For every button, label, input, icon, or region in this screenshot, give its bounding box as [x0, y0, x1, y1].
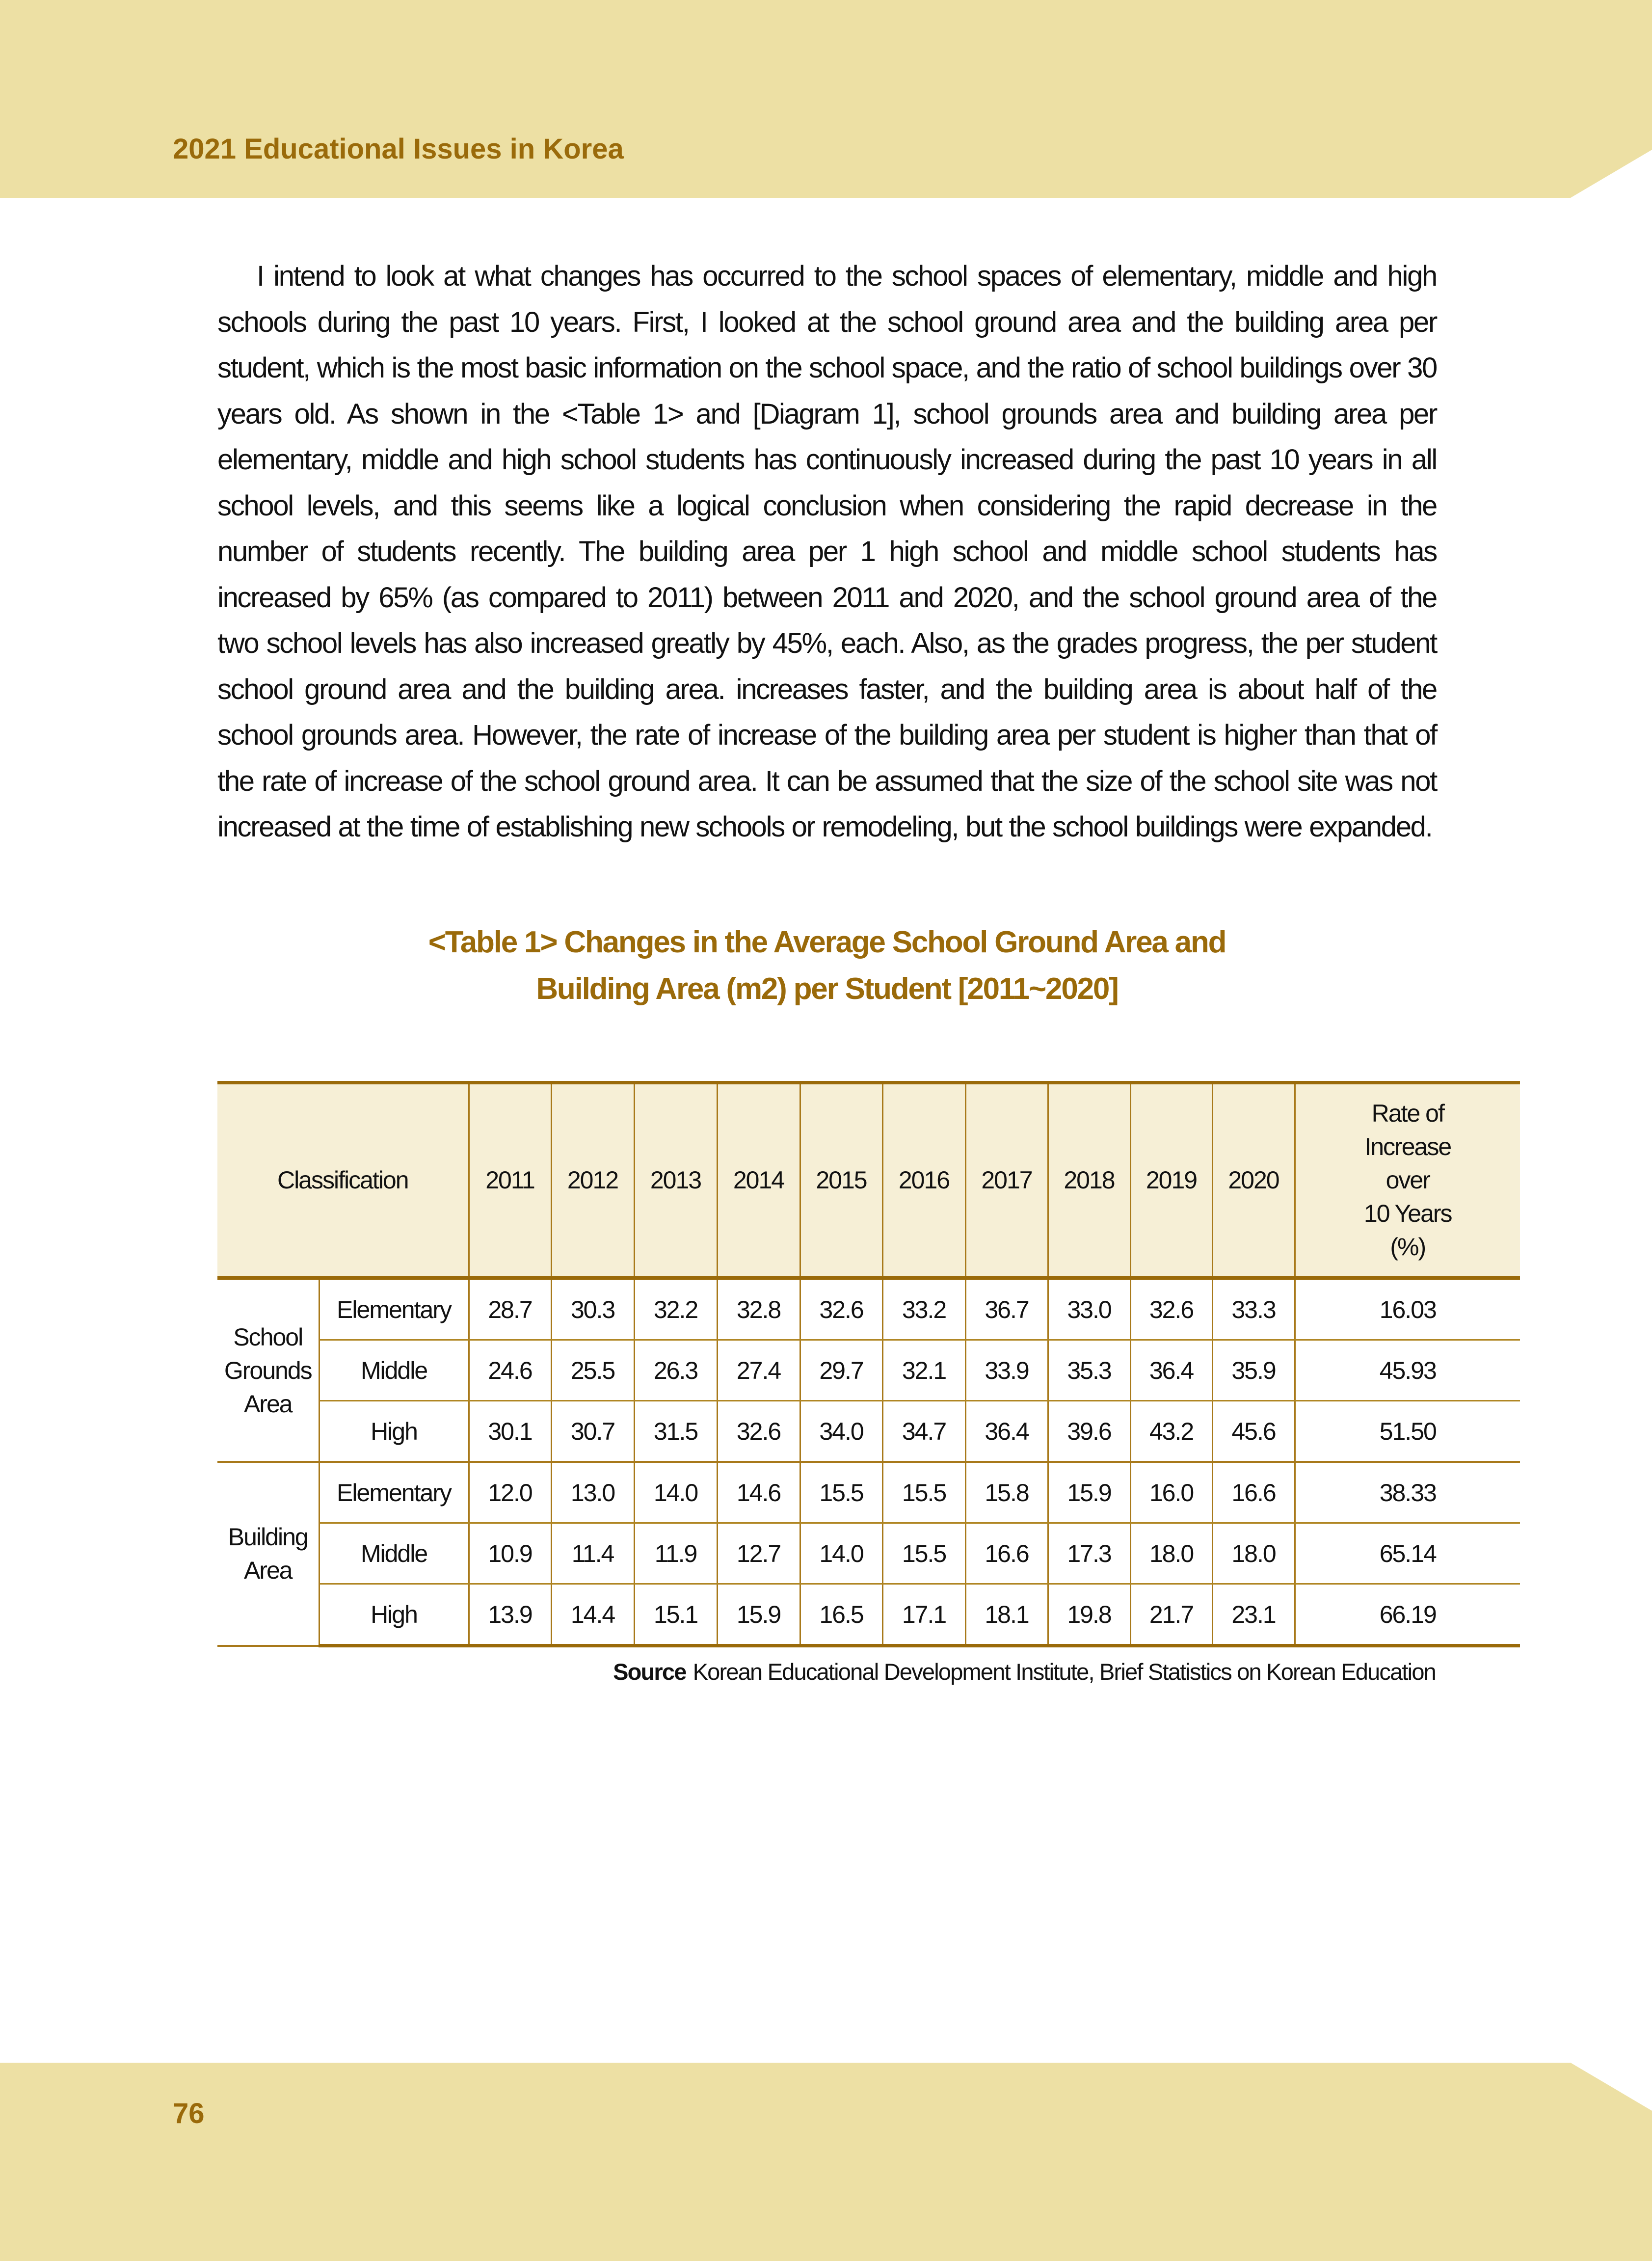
header-year-2015: 2015: [800, 1083, 882, 1278]
source-label: Source: [613, 1659, 686, 1685]
value-cell: 30.1: [469, 1401, 551, 1462]
value-cell: 33.2: [882, 1278, 965, 1340]
value-cell: 31.5: [634, 1401, 717, 1462]
group-label-line: Grounds: [224, 1356, 312, 1384]
table-title-line-1: <Table 1> Changes in the Average School Ground Area and: [428, 925, 1226, 959]
header-year-2013: 2013: [634, 1083, 717, 1278]
header-rate-of-increase: [1295, 1083, 1520, 1278]
value-cell: 30.7: [551, 1401, 634, 1462]
header-rate-line: over: [1386, 1166, 1430, 1194]
value-cell: 18.0: [1212, 1523, 1295, 1584]
value-cell: 28.7: [469, 1278, 551, 1340]
table-row: [217, 1462, 1520, 1523]
value-cell: 10.9: [469, 1523, 551, 1584]
table-body: [217, 1278, 1520, 1646]
header-classification: Classification: [217, 1083, 469, 1278]
table-source: [613, 1658, 1436, 1685]
value-cell: 15.9: [717, 1584, 800, 1646]
table-header-row: [217, 1083, 1520, 1278]
value-cell: 16.0: [1130, 1462, 1212, 1523]
value-cell: 11.4: [551, 1523, 634, 1584]
rate-cell: 16.03: [1295, 1278, 1520, 1340]
table-row: [217, 1584, 1520, 1646]
footer-band: [0, 2063, 1652, 2261]
value-cell: 39.6: [1048, 1401, 1130, 1462]
school-area-table: [217, 1081, 1520, 1647]
body-paragraph: I intend to look at what changes has occurred to the school spaces of elementary, middle and high schools during the past 10 years. First, I looked at the school ground area and the building area per student, which is the most basic information on the school space, and the ratio of school buildings over 30 years old. As shown in the <Table 1> and [Diagram 1], school grounds area and building area per elementary, middle and high school students has continuously increased during the past 10 years in all school levels, and this seems like a logical conclusion when considering the rapid decrease in the number of students recently. The building area per 1 high school and middle school students has increased by 65% (as compared to 2011) between 2011 and 2020, and the school ground area of the two school levels has also increased greatly by 45%, each. Also, as the grades progress, the per student school ground area and the building area. increases faster, and the building area is about half of the school grounds area. However, the rate of increase of the building area per student is higher than that of the rate of increase of the school ground area. It can be assumed that the size of the school site was not increased at the time of establishing new schools or remodeling, but the school buildings were expanded.: [217, 260, 1437, 843]
table-title: [217, 919, 1437, 1012]
running-title: 2021 Educational Issues in Korea: [173, 133, 624, 165]
value-cell: 15.1: [634, 1584, 717, 1646]
value-cell: 15.8: [965, 1462, 1048, 1523]
value-cell: 36.7: [965, 1278, 1048, 1340]
value-cell: 30.3: [551, 1278, 634, 1340]
value-cell: 34.0: [800, 1401, 882, 1462]
school-level-cell: Middle: [319, 1523, 469, 1584]
school-level-cell: Middle: [319, 1340, 469, 1401]
value-cell: 17.1: [882, 1584, 965, 1646]
value-cell: 13.9: [469, 1584, 551, 1646]
value-cell: 32.8: [717, 1278, 800, 1340]
value-cell: 32.6: [1130, 1278, 1212, 1340]
table-row: [217, 1401, 1520, 1462]
school-level-cell: Elementary: [319, 1462, 469, 1523]
value-cell: 13.0: [551, 1462, 634, 1523]
value-cell: 18.0: [1130, 1523, 1212, 1584]
header-year-2019: 2019: [1130, 1083, 1212, 1278]
value-cell: 33.9: [965, 1340, 1048, 1401]
value-cell: 27.4: [717, 1340, 800, 1401]
value-cell: 32.6: [800, 1278, 882, 1340]
group-label: [217, 1278, 319, 1462]
header-year-2020: 2020: [1212, 1083, 1295, 1278]
value-cell: 14.6: [717, 1462, 800, 1523]
group-label-line: School: [233, 1323, 303, 1351]
header-year-2016: 2016: [882, 1083, 965, 1278]
header-year-2017: 2017: [965, 1083, 1048, 1278]
header-year-2014: 2014: [717, 1083, 800, 1278]
value-cell: 14.0: [800, 1523, 882, 1584]
group-label-line: Building: [228, 1523, 308, 1551]
table-row: [217, 1278, 1520, 1340]
value-cell: 15.9: [1048, 1462, 1130, 1523]
rate-cell: 45.93: [1295, 1340, 1520, 1401]
rate-cell: 51.50: [1295, 1401, 1520, 1462]
value-cell: 35.3: [1048, 1340, 1130, 1401]
value-cell: 16.5: [800, 1584, 882, 1646]
value-cell: 17.3: [1048, 1523, 1130, 1584]
value-cell: 25.5: [551, 1340, 634, 1401]
value-cell: 12.7: [717, 1523, 800, 1584]
value-cell: 14.0: [634, 1462, 717, 1523]
group-label-line: Area: [243, 1390, 292, 1418]
group-label: [217, 1462, 319, 1646]
value-cell: 21.7: [1130, 1584, 1212, 1646]
value-cell: 36.4: [965, 1401, 1048, 1462]
header-rate-line: Increase: [1364, 1133, 1451, 1160]
value-cell: 15.5: [882, 1462, 965, 1523]
value-cell: 43.2: [1130, 1401, 1212, 1462]
school-level-cell: High: [319, 1401, 469, 1462]
value-cell: 18.1: [965, 1584, 1048, 1646]
value-cell: 23.1: [1212, 1584, 1295, 1646]
value-cell: 33.3: [1212, 1278, 1295, 1340]
value-cell: 15.5: [800, 1462, 882, 1523]
header-year-2012: 2012: [551, 1083, 634, 1278]
value-cell: 15.5: [882, 1523, 965, 1584]
value-cell: 29.7: [800, 1340, 882, 1401]
value-cell: 34.7: [882, 1401, 965, 1462]
value-cell: 32.2: [634, 1278, 717, 1340]
table-title-line-2: Building Area (m2) per Student [2011~2020]: [536, 972, 1118, 1006]
value-cell: 35.9: [1212, 1340, 1295, 1401]
header-year-2011: 2011: [469, 1083, 551, 1278]
value-cell: 32.6: [717, 1401, 800, 1462]
footer-band-shape: [0, 2063, 1652, 2261]
table-row: [217, 1523, 1520, 1584]
school-level-cell: Elementary: [319, 1278, 469, 1340]
value-cell: 36.4: [1130, 1340, 1212, 1401]
header-rate-line: 10 Years: [1363, 1200, 1452, 1227]
header-band: [0, 0, 1652, 198]
value-cell: 24.6: [469, 1340, 551, 1401]
header-rate-line: (%): [1390, 1233, 1426, 1261]
value-cell: 26.3: [634, 1340, 717, 1401]
table-row: [217, 1340, 1520, 1401]
value-cell: 45.6: [1212, 1401, 1295, 1462]
value-cell: 16.6: [965, 1523, 1048, 1584]
value-cell: 11.9: [634, 1523, 717, 1584]
value-cell: 12.0: [469, 1462, 551, 1523]
value-cell: 19.8: [1048, 1584, 1130, 1646]
value-cell: 16.6: [1212, 1462, 1295, 1523]
source-text: Korean Educational Development Institute, Brief Statistics on Korean Education: [693, 1659, 1436, 1685]
page-number: 76: [173, 2098, 205, 2129]
school-level-cell: High: [319, 1584, 469, 1646]
value-cell: 33.0: [1048, 1278, 1130, 1340]
header-rate-line: Rate of: [1371, 1100, 1444, 1127]
header-band-shape: [0, 0, 1652, 198]
value-cell: 32.1: [882, 1340, 965, 1401]
value-cell: 14.4: [551, 1584, 634, 1646]
group-label-line: Area: [243, 1557, 292, 1585]
header-year-2018: 2018: [1048, 1083, 1130, 1278]
rate-cell: 66.19: [1295, 1584, 1520, 1646]
rate-cell: 38.33: [1295, 1462, 1520, 1523]
rate-cell: 65.14: [1295, 1523, 1520, 1584]
